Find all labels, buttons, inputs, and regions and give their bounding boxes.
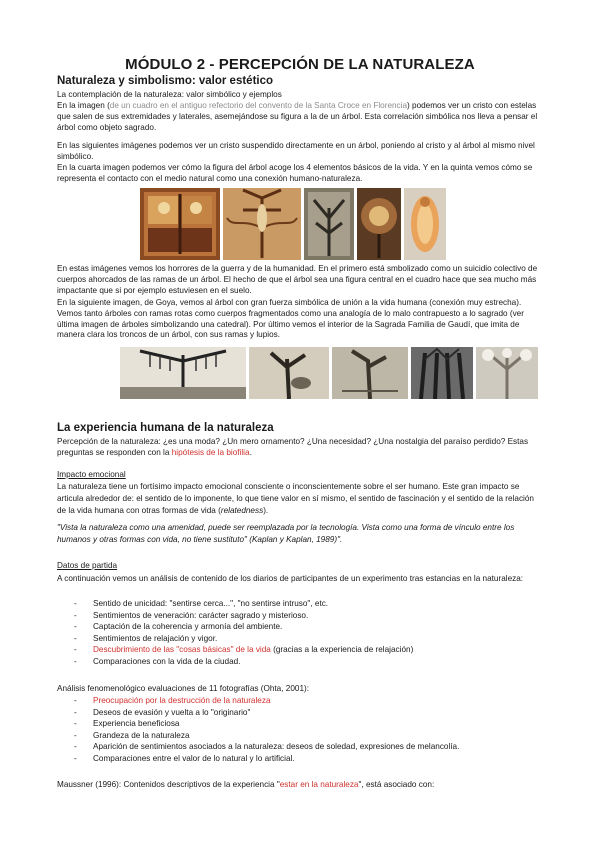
list-item-text: Grandeza de la naturaleza (93, 730, 190, 740)
list-item-note: (gracias a la experiencia de relajación) (270, 645, 414, 655)
list-item-highlight: Preocupación por la destrucción de la naturaleza (93, 696, 271, 705)
list-item (74, 656, 544, 668)
paragraph-santa-croce (57, 101, 545, 133)
image-row-sacred-trees (140, 188, 446, 260)
list-item (74, 730, 544, 742)
kaplan-quote: "Vista la naturaleza como una amenidad, puede ser reemplazada por la tecnología. Vista como una forma de vínculo entre los humanos y otras formas con vida, no tiene sustituto" (Kaplan y Kaplan, 1989)". (57, 523, 515, 544)
human-nature-connection-image (404, 188, 446, 260)
photo-evaluation-list (74, 695, 544, 765)
tree-elements-image (357, 188, 401, 260)
maussner-text-a: Maussner (1996): Contenidos descriptivos de la experiencia " (57, 780, 280, 789)
list-item-text: Aparición de sentimientos asociados a la naturaleza: deseos de soledad, expresiones de melancolía. (93, 742, 460, 752)
christ-tree-image (223, 188, 301, 260)
list-item-text: Sentimientos de relajación y vigor. (93, 633, 218, 643)
list-item-text: Comparaciones con la vida de la ciudad. (93, 656, 241, 666)
datos-partida-title: Datos de partida (57, 561, 118, 570)
section-heading-experiencia: La experiencia humana de la naturaleza (57, 422, 274, 434)
paragraph-datos: A continuación vemos un análisis de contenido de los diarios de participantes de un experimento tras estancias en la naturaleza: (57, 574, 524, 583)
list-item (74, 753, 544, 765)
analisis-title: Análisis fenomenológico evaluaciones de 11 fotografías (Ohta, 2001): (57, 684, 309, 693)
impacto-emocional-title: Impacto emocional (57, 470, 126, 479)
list-item (74, 610, 544, 622)
paragraph-impacto (57, 481, 545, 517)
list-item (74, 741, 544, 753)
p1-text-b: ) podemos ver un cristo con estelas que salen de sus extremidades y laterales, asemejándose su figura a la de un árbol. Esta correlación simbólica nos lleva a pensar el árbol como objeto sagrado. (57, 101, 538, 132)
santa-croce-link[interactable]: de un cuadro en el antiguo refectorio del convento de la Santa Croce en Florencia (109, 101, 408, 110)
list-item-text: Experiencia beneficiosa (93, 719, 180, 729)
list-item-text: Sentimientos de veneración: carácter sagrado y misterioso. (93, 610, 309, 620)
list-item-highlight: Descubrimiento de las "cosas básicas" de la vida (93, 645, 271, 655)
impacto-text-a: La naturaleza tiene un fortísimo impacto emocional consciente o inconscientemente sobre el ser humano. Este gran impacto se articula alrededor de: el sentido de lo imponente, lo que tiene valor en sí mismo, el sentido de fascinación y el sentido de la relación de la vida humana con otras formas de vida ( (57, 482, 534, 515)
christ-tree-engraving-image (304, 188, 354, 260)
list-item-text: Comparaciones entre el valor de lo natural y lo artificial. (93, 753, 295, 763)
participant-findings-list (74, 598, 544, 668)
intro-text-b: . (249, 447, 252, 457)
p1-text-a: En la imagen ( (57, 101, 110, 110)
list-item (74, 633, 544, 645)
list-item (74, 598, 544, 610)
goya-tree-image (249, 347, 329, 399)
hanged-tree-engraving-image (120, 347, 246, 399)
paragraph-percepcion (57, 437, 545, 459)
paragraph-cristo-arbol: En las siguientes imágenes podemos ver un cristo suspendido directamente en un árbol, poniendo al cristo y al árbol al mismo nivel simbólico. (57, 141, 535, 161)
page-title: MÓDULO 2 - PERCEPCIÓN DE LA NATURALEZA (125, 56, 475, 73)
relatedness-term: relatedness (220, 506, 264, 515)
image-row-war-trees (120, 347, 538, 399)
list-item (74, 707, 544, 719)
maussner-text-b: ", está asociado con: (358, 780, 435, 789)
paragraph-horrores-guerra: En estas imágenes vemos los horrores de la guerra y de la humanidad. En el primero está smbolizado como un suicidio colectivo de cuerpos ahorcados de las ramas de un árbol. El hecho de que el árbol sea una figura central en el cuadro hace que sea mucho más impactante que si por ejemplo estuviesen en el suelo. (57, 264, 538, 295)
biofilia-link[interactable]: hipótesis de la biofilia (171, 447, 250, 457)
list-item-text: Deseos de evasión y vuelta a lo "originario" (93, 707, 251, 717)
paragraph-goya-gaudi: En la siguiente imagen, de Goya, vemos al árbol con gran fuerza simbólica de unión a la vida humana (conexión muy estrecha). Vemos tanto árboles con ramas rotas como cuerpos fragmentados como una analogía de lo malo contrapuesto a lo sagrado (ver última imagen de árboles simbolizando una catedral). Por último vemos el interior de la Sagrada Familia de Gaudí, que imita de manera clara los troncos de un árbol, con sus ramas y lupios. (57, 298, 524, 340)
fresco-santa-croce-image (140, 188, 220, 260)
tree-cathedral-image (411, 347, 473, 399)
list-item-text: Sentido de unicidad: "sentirse cerca...", "no sentirse intruso", etc. (93, 599, 329, 608)
sagrada-familia-interior-image (476, 347, 538, 399)
intro-text-a: Percepción de la naturaleza: ¿es una moda? ¿Un mero ornamento? ¿Una necesidad? ¿Una nostalgia del paraíso perdido? Estas preguntas se responden con la (57, 437, 529, 457)
section-subheading: La contemplación de la naturaleza: valor simbólico y ejemplos (57, 90, 282, 99)
paragraph-maussner (57, 780, 545, 791)
list-item (74, 718, 544, 730)
section-heading-simbolismo: Naturaleza y simbolismo: valor estético (57, 75, 274, 87)
list-item (74, 695, 544, 707)
list-item (74, 644, 544, 656)
list-item-text: Captación de la coherencia y armonía del ambiente. (93, 622, 283, 632)
paragraph-cuarta-imagen: En la cuarta imagen podemos ver cómo la figura del árbol acoge los 4 elementos básicos de la vida. Y en la quinta vemos cómo se representa el contacto con el medio natural como una conexión humano-naturaleza. (57, 163, 533, 183)
estar-naturaleza-link[interactable]: estar en la naturaleza (279, 780, 359, 789)
broken-tree-image (332, 347, 408, 399)
impacto-text-b: ). (263, 506, 269, 515)
list-item (74, 621, 544, 633)
